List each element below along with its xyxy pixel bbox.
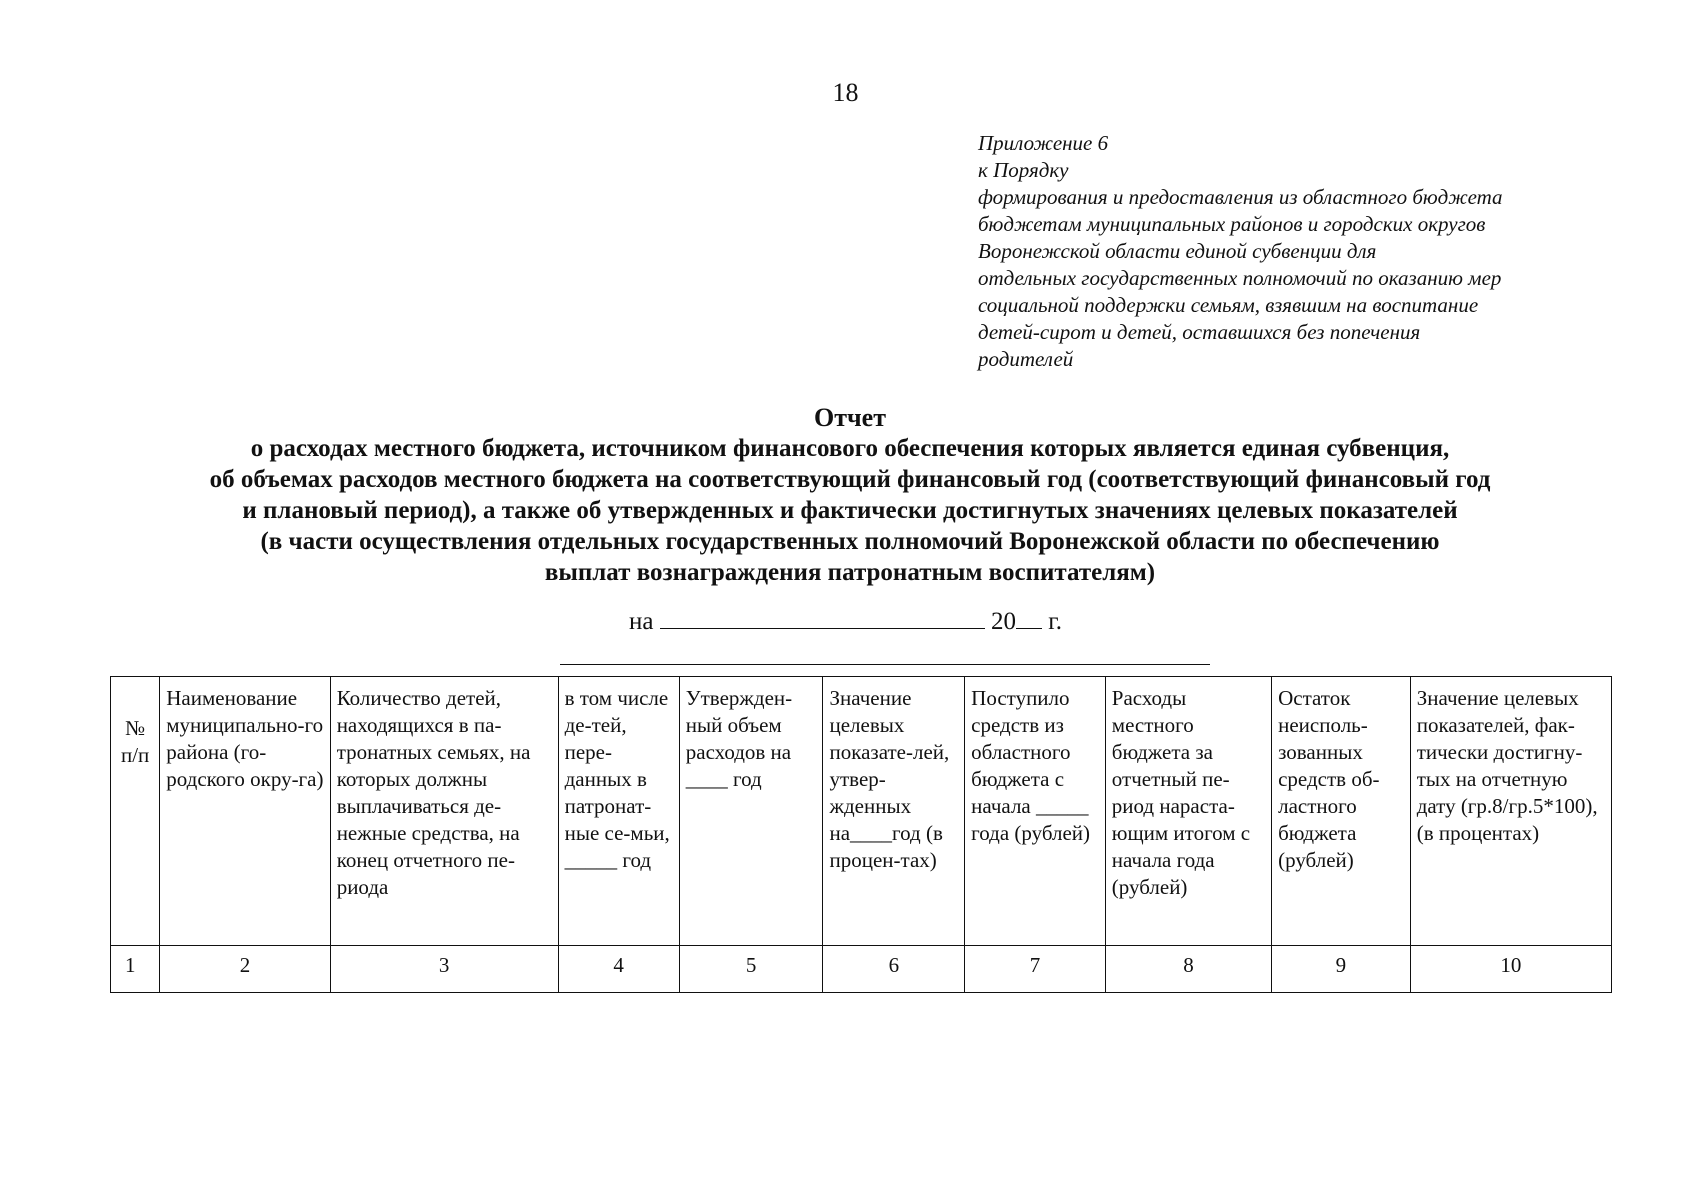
column-number: 5 xyxy=(679,946,823,993)
column-number: 8 xyxy=(1105,946,1271,993)
column-number: 10 xyxy=(1410,946,1611,993)
appendix-note xyxy=(978,130,1590,373)
appendix-line: родителей xyxy=(978,347,1074,371)
report-title-line: об объемах расходов местного бюджета на соответствующий финансовый год (соответствующий финансовый год xyxy=(209,466,1491,493)
column-header: Расходы местного бюджета за отчетный пе-риод нараста-ющим итогом с начала года (рублей) xyxy=(1105,677,1271,946)
column-number: 2 xyxy=(160,946,330,993)
column-header: Значение целевых показателей, фак-тически достигну-тых на отчетную дату (гр.8/гр.5*100), (в процентах) xyxy=(1410,677,1611,946)
date-prefix: на xyxy=(629,608,654,635)
report-date-line xyxy=(0,606,1691,636)
column-number: 4 xyxy=(558,946,679,993)
date-suffix: г. xyxy=(1048,608,1062,635)
report-title-line: выплат вознаграждения патронатным воспитателям) xyxy=(544,559,1156,586)
column-number: 1 xyxy=(111,946,160,993)
year-blank xyxy=(1016,606,1042,629)
appendix-line: бюджетам муниципальных районов и городских округов xyxy=(978,212,1486,236)
report-title-line: (в части осуществления отдельных государственных полномочий Воронежской области по обеспечению xyxy=(260,528,1440,555)
column-header: Поступило средств из областного бюджета с начала _____ года (рублей) xyxy=(965,677,1106,946)
date-blank xyxy=(660,606,985,629)
column-header: Значение целевых показате-лей, утвер-жденных на____год (в процен-тах) xyxy=(823,677,965,946)
report-title-line: и плановый период), а также об утвержденных и фактически достигнутых значениях целевых показателей xyxy=(242,497,1458,524)
column-number: 6 xyxy=(823,946,965,993)
column-header: № п/п xyxy=(111,677,160,946)
column-number: 3 xyxy=(330,946,558,993)
appendix-line: Воронежской области единой субвенции для xyxy=(978,239,1377,263)
page-number: 18 xyxy=(832,78,859,107)
column-header: Утвержден-ный объем расходов на ____ год xyxy=(679,677,823,946)
appendix-line: детей-сирот и детей, оставшихся без попечения xyxy=(978,320,1421,344)
signature-underline xyxy=(560,664,1210,665)
appendix-line: к Порядку xyxy=(978,158,1069,182)
column-header: Остаток неисполь-зованных средств об-ластного бюджета (рублей) xyxy=(1272,677,1411,946)
appendix-line: формирования и предоставления из областного бюджета xyxy=(978,185,1503,209)
column-number: 7 xyxy=(965,946,1106,993)
table-header-row xyxy=(111,677,1612,946)
column-header: Наименование муниципально-го района (го-родского окру-га) xyxy=(160,677,330,946)
column-header: Количество детей, находящихся в па-тронатных семьях, на которых должны выплачиваться де-нежные средства, на конец отчетного пе-риода xyxy=(330,677,558,946)
year-prefix: 20 xyxy=(991,608,1017,635)
appendix-line: Приложение 6 xyxy=(978,131,1109,155)
appendix-line: отдельных государственных полномочий по оказанию мер xyxy=(978,266,1502,290)
report-table xyxy=(110,676,1612,993)
column-header: в том числе де-тей, пере-данных в патронат-ные се-мьи, _____ год xyxy=(558,677,679,946)
report-title xyxy=(100,402,1600,588)
report-title-line: о расходах местного бюджета, источником финансового обеспечения которых является единая субвенция, xyxy=(250,435,1450,462)
table-row xyxy=(111,946,1612,993)
report-title-main: Отчет xyxy=(814,403,886,432)
column-number: 9 xyxy=(1272,946,1411,993)
appendix-line: социальной поддержки семьям, взявшим на воспитание xyxy=(978,293,1479,317)
